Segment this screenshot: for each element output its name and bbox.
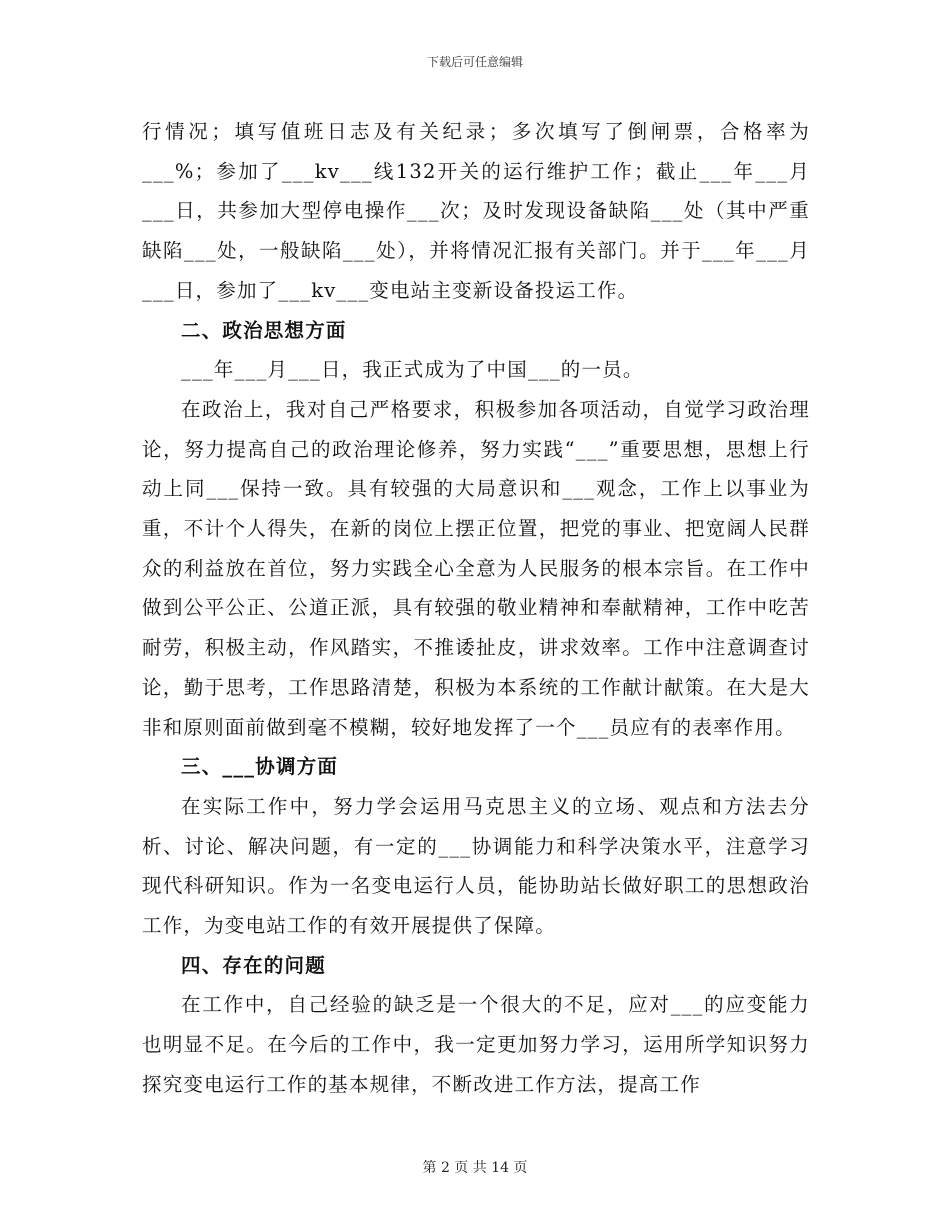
- heading-political-thought: 二、政治思想方面: [181, 318, 347, 342]
- heading-problems: 四、存在的问题: [181, 953, 326, 977]
- paragraph-join-date: ___年___月___日，我正式成为了中国___的一员。: [181, 358, 644, 382]
- paragraph-work-summary: 行情况；填写值班日志及有关纪录；多次填写了倒闸票，合格率为___%；参加了___kv___线132开关的运行维护工作；截止___年___月___日，共参加大型停电操作___次；及时发现设备缺陷___处（其中严重缺陷___处，一般缺陷___处），并将情况汇报有关部门。并于___年___月___日，参加了___kv___变电站主变新设备投运工作。: [142, 120, 810, 302]
- heading-coordination: 三、___协调方面: [181, 755, 339, 779]
- paragraph-problems: 在工作中，自己经验的缺乏是一个很大的不足，应对___的应变能力也明显不足。在今后的工作中，我一定更加努力学习，运用所学知识努力探究变电运行工作的基本规律，不断改进工作方法，提高工作: [142, 993, 810, 1096]
- page-header-note: 下载后可任意编辑: [426, 55, 523, 69]
- page-footer-number: 第 2 页 共 14 页: [422, 1160, 528, 1176]
- paragraph-coordination: 在实际工作中，努力学会运用马克思主义的立场、观点和方法去分析、讨论、解决问题，有一定的___协调能力和科学决策水平，注意学习现代科研知识。作为一名变电运行人员，能协助站长做好职工的思想政治工作，为变电站工作的有效开展提供了保障。: [142, 794, 810, 938]
- document-body: [142, 112, 810, 1105]
- paragraph-political: 在政治上，我对自己严格要求，积极参加各项活动，自觉学习政治理论，努力提高自己的政治理论修养，努力实践“___”重要思想，思想上行动上同___保持一致。具有较强的大局意识和___观念，工作上以事业为重，不计个人得失，在新的岗位上摆正位置，把党的事业、把宽阔人民群众的利益放在首位，努力实践全心全意为人民服务的根本宗旨。在工作中做到公平公正、公道正派，具有较强的敬业精神和奉献精神，工作中吃苦耐劳，积极主动，作风踏实，不推诿扯皮，讲求效率。工作中注意调查讨论，勤于思考，工作思路清楚，积极为本系统的工作献计献策。在大是大非和原则面前做到毫不模糊，较好地发挥了一个___员应有的表率作用。: [142, 397, 810, 739]
